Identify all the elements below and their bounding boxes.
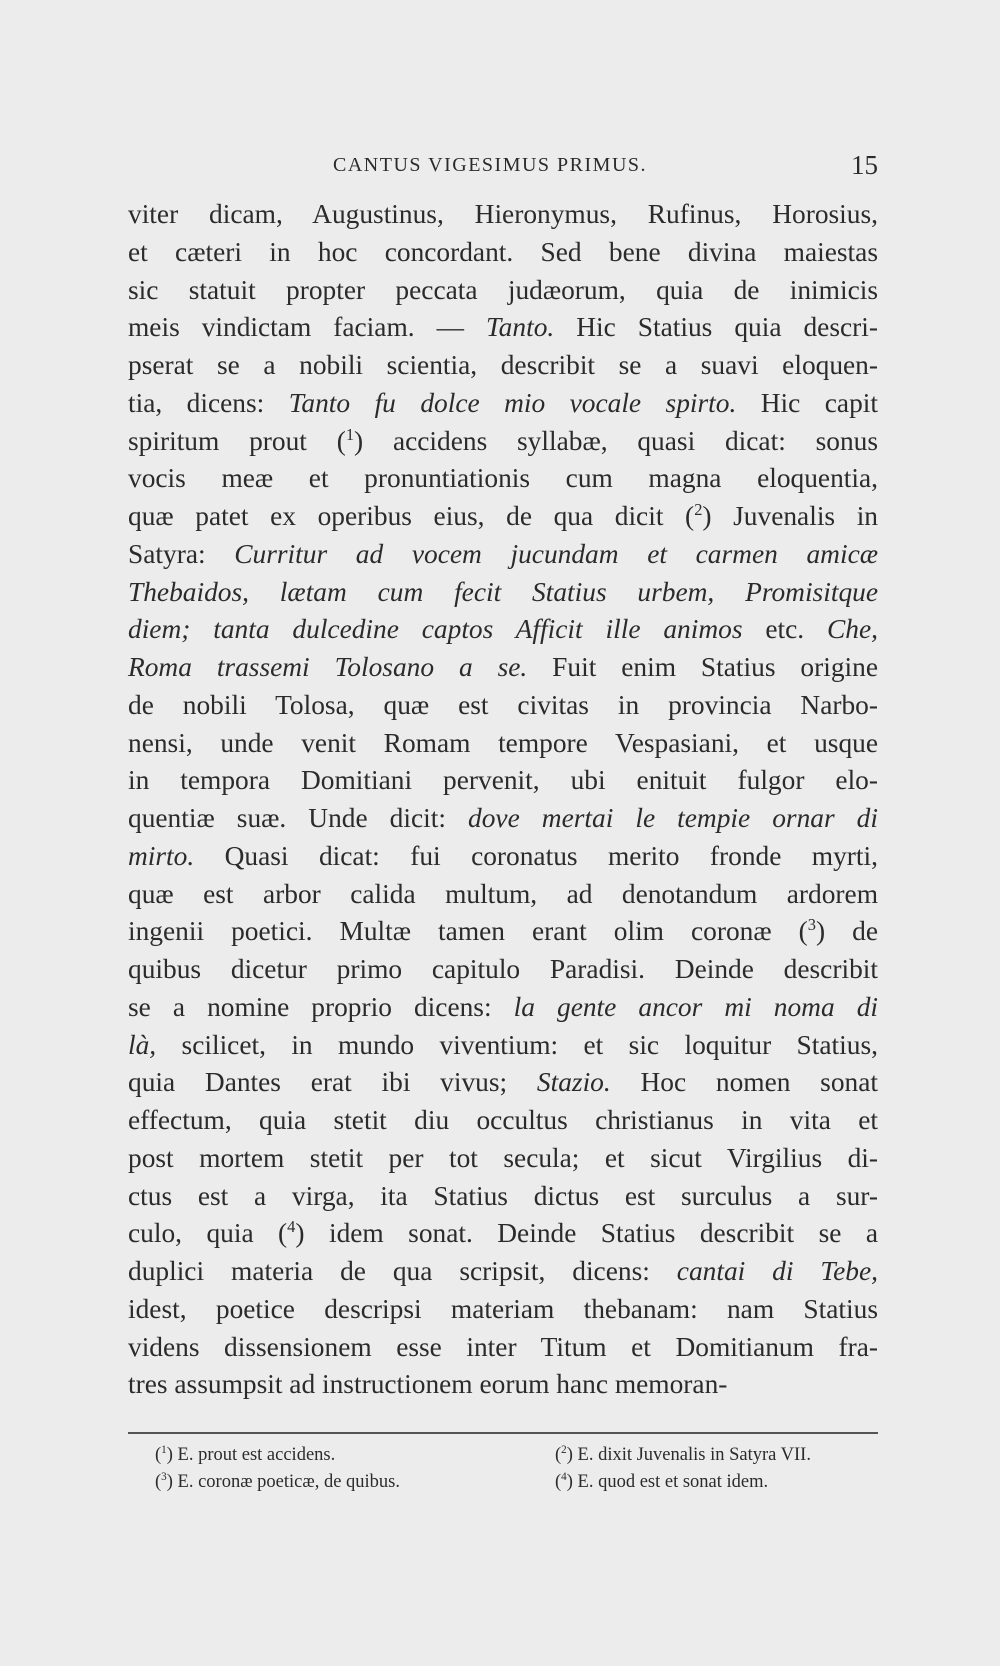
page-header <box>128 150 878 184</box>
footnote-text: E. prout est accidens. <box>177 1445 336 1465</box>
text-line <box>128 272 878 310</box>
italic-quotation: Curritur ad vocem jucundam et carmen amicæ <box>234 538 878 569</box>
text-line <box>128 876 878 914</box>
footnote-rule <box>128 1432 878 1434</box>
text-segment: etc. <box>742 614 828 645</box>
italic-quotation: Che, <box>827 614 879 645</box>
italic-quotation: Tanto. <box>485 312 555 343</box>
text-line <box>128 385 878 423</box>
italic-quotation: là, <box>128 1029 157 1060</box>
text-segment: scilicet, in mundo viventium: et sic loquitur Statius, <box>156 1029 878 1060</box>
text-segment: quæ patet ex operibus eius, de qua dicit ( <box>128 501 695 531</box>
text-line <box>128 536 878 574</box>
italic-quotation: mirto. <box>128 840 195 871</box>
italic-quotation: Thebaidos, lætam cum fecit Statius urbem, Promisitque <box>128 576 878 607</box>
text-line <box>128 1027 878 1065</box>
text-segment: ) idem sonat. Deinde Statius describit se a <box>295 1218 878 1249</box>
italic-quotation: cantai di Tebe, <box>676 1256 879 1286</box>
text-line <box>128 1178 878 1216</box>
text-segment: ingenii poetici. Multæ tamen erant olim coronæ ( <box>128 916 808 947</box>
text-segment: duplici materia de qua scripsit, dicens: <box>128 1256 677 1286</box>
italic-quotation: la gente ancor mi noma di <box>513 991 879 1022</box>
text-segment: et cæteri in hoc concordant. Sed bene divina maiestas <box>128 236 878 267</box>
footnote-number: 2 <box>561 1443 567 1456</box>
text-segment: ) de <box>816 916 878 947</box>
footnote-reference: 2 <box>694 499 703 519</box>
text-segment: quentiæ suæ. Unde dicit: <box>128 803 469 833</box>
italic-quotation: Stazio. <box>536 1067 611 1098</box>
italic-quotation: diem; tanta dulcedine captos Afficit ille animos <box>128 614 743 645</box>
footnote-number: 3 <box>161 1470 167 1483</box>
text-line <box>128 1329 878 1367</box>
text-segment: spiritum prout ( <box>128 425 346 456</box>
text-line <box>128 574 878 612</box>
text-line <box>128 234 878 272</box>
text-segment: in tempora Domitiani pervenit, ubi enituit fulgor elo- <box>128 765 878 796</box>
text-segment: Hoc nomen sonat <box>610 1067 878 1098</box>
text-line <box>128 649 878 687</box>
text-segment: se a nomine proprio dicens: <box>128 991 514 1022</box>
text-segment: ) Juvenalis in <box>702 501 879 531</box>
text-line <box>128 423 878 461</box>
text-line <box>128 951 878 989</box>
text-line <box>128 762 878 800</box>
text-line <box>128 498 878 536</box>
text-line <box>128 196 878 234</box>
text-segment: videns dissensionem esse inter Titum et Domitianum fra- <box>128 1331 878 1362</box>
text-segment: ) accidens syllabæ, quasi dicat: sonus <box>354 425 878 456</box>
text-segment: pserat se a nobili scientia, describit se a suavi eloquen- <box>128 350 878 380</box>
text-segment: sic statuit propter peccata judæorum, quia de inimicis <box>128 274 878 305</box>
text-line <box>128 1366 878 1404</box>
text-line <box>128 347 878 385</box>
text-line <box>128 687 878 725</box>
text-segment: ctus est a virga, ita Statius dictus est surculus a sur- <box>128 1180 878 1211</box>
text-segment: tres assumpsit ad instructionem eorum hanc memoran- <box>128 1369 728 1400</box>
text-segment: quia Dantes erat ibi vivus; <box>128 1067 537 1098</box>
italic-quotation: Tanto fu dolce mio vocale spirto. <box>288 387 737 418</box>
page-number: 15 <box>851 150 878 180</box>
running-head: CANTUS VIGESIMUS PRIMUS. <box>333 154 648 176</box>
footnote-reference: 4 <box>287 1217 296 1237</box>
text-line <box>128 611 878 649</box>
text-segment: Fuit enim Statius origine <box>527 652 879 682</box>
text-line <box>128 989 878 1027</box>
footnote-text: E. coronæ poeticæ, de quibus. <box>177 1472 400 1492</box>
text-line <box>128 1215 878 1253</box>
text-line <box>128 1140 878 1178</box>
text-line <box>128 913 878 951</box>
text-segment: culo, quia ( <box>128 1218 288 1249</box>
footnote-row <box>155 1442 890 1469</box>
footnote-text: E. quod est et sonat idem. <box>577 1472 769 1492</box>
italic-quotation: Roma trassemi Tolosano a se. <box>128 652 528 682</box>
text-segment: quibus dicetur primo capitulo Paradisi. Deinde describit <box>128 954 878 984</box>
footnote-reference: 3 <box>807 915 816 935</box>
footnote-number: 1 <box>161 1443 167 1456</box>
text-segment: vocis meæ et pronuntiationis cum magna eloquentia, <box>128 463 878 494</box>
italic-quotation: dove mertai le tempie ornar di <box>468 803 878 833</box>
text-segment: effectum, quia stetit diu occultus christianus in vita et <box>128 1105 878 1135</box>
text-line <box>128 309 878 347</box>
text-line <box>128 800 878 838</box>
text-segment: viter dicam, Augustinus, Hieronymus, Rufinus, Horosius, <box>128 199 878 229</box>
text-segment: tia, dicens: <box>128 387 289 418</box>
footnote-4: ($^4$) E. quod est et sonat idem. <box>555 1470 769 1492</box>
text-line <box>128 1291 878 1329</box>
text-line <box>128 1253 878 1291</box>
text-segment: meis vindictam faciam. — <box>128 312 486 343</box>
footnote-text: E. dixit Juvenalis in Satyra VII. <box>577 1445 811 1465</box>
commentary-text <box>128 196 878 1404</box>
footnote-row <box>155 1469 890 1496</box>
text-line <box>128 838 878 876</box>
footnote-reference: 1 <box>345 424 355 444</box>
footnote-3: ($^3$) E. coronæ poeticæ, de quibus. <box>155 1470 400 1492</box>
text-segment: Satyra: <box>128 538 235 569</box>
text-segment: Hic capit <box>736 387 878 418</box>
footnote-2: ($^2$) E. dixit Juvenalis in Satyra VII. <box>555 1443 811 1465</box>
footnote-number: 4 <box>561 1470 567 1483</box>
text-line <box>128 460 878 498</box>
text-segment: quæ est arbor calida multum, ad denotandum ardorem <box>128 878 878 909</box>
text-segment: de nobili Tolosa, quæ est civitas in provincia Narbo- <box>128 689 878 720</box>
text-segment: Hic Statius quia descri- <box>554 312 878 343</box>
text-segment: nensi, unde venit Romam tempore Vespasiani, et usque <box>128 727 878 758</box>
text-line <box>128 1102 878 1140</box>
text-segment: idest, poetice descripsi materiam thebanam: nam Statius <box>128 1293 878 1324</box>
footnote-1: ($^1$) E. prout est accidens. <box>155 1443 336 1465</box>
text-segment: Quasi dicat: fui coronatus merito fronde myrti, <box>194 840 878 871</box>
text-line <box>128 1064 878 1102</box>
text-line <box>128 725 878 763</box>
footnotes <box>155 1442 890 1496</box>
text-segment: post mortem stetit per tot secula; et sicut Virgilius di- <box>128 1142 878 1173</box>
